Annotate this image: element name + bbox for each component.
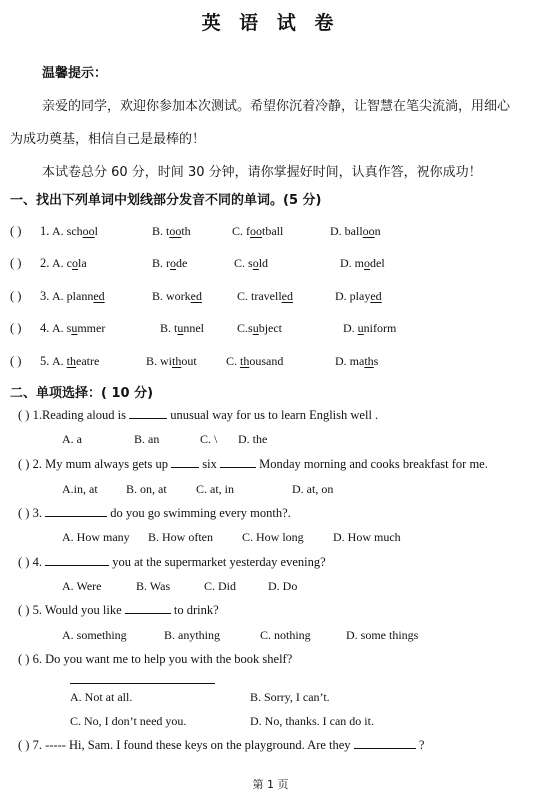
question-1: [18, 408, 378, 423]
option-text: eatre: [76, 354, 100, 368]
option[interactable]: [52, 289, 105, 304]
item-number: 2.: [40, 256, 50, 270]
underlined-letters: ed: [93, 289, 105, 303]
underlined-letters: u: [357, 321, 364, 335]
option-text: C. f: [232, 224, 250, 238]
underlined-letters: oo: [169, 224, 182, 238]
answer-paren[interactable]: ( ): [18, 555, 30, 569]
option[interactable]: A. Were: [62, 579, 102, 593]
option[interactable]: D. Do: [268, 579, 298, 593]
option-text: bject: [258, 321, 283, 335]
question-text: you at the supermarket yesterday evening?: [112, 555, 326, 569]
option[interactable]: [52, 256, 87, 271]
question-text: 3.: [32, 506, 42, 520]
option-text: D.: [343, 321, 358, 335]
option-text: th: [181, 224, 191, 238]
answer-paren[interactable]: ( ): [18, 457, 30, 471]
answer-blank[interactable]: [220, 457, 256, 468]
intro-line-2: 为成功奠基，相信自己是最棒的！: [10, 132, 206, 147]
tip-label: 温馨提示：: [42, 66, 108, 81]
option[interactable]: B. anything: [164, 628, 220, 642]
option[interactable]: [152, 289, 202, 304]
answer-paren[interactable]: ( ): [10, 321, 22, 335]
option-text: D. m: [340, 256, 364, 270]
underlined-letters: ed: [281, 289, 293, 303]
question-text: ?: [418, 738, 425, 752]
option-text: out: [181, 354, 197, 368]
underlined-letters: o: [170, 256, 176, 270]
option[interactable]: A. something: [62, 628, 127, 642]
answer-paren[interactable]: ( ): [10, 289, 22, 303]
page-title: 英 语 试 卷: [201, 12, 340, 34]
option-text: ousand: [249, 354, 284, 368]
option-text: del: [370, 256, 385, 270]
option[interactable]: [52, 354, 99, 369]
option[interactable]: D. at, on: [292, 482, 334, 496]
option-text: A. plann: [52, 289, 94, 303]
option-text: de: [176, 256, 188, 270]
question-5: [18, 603, 219, 618]
option[interactable]: [234, 256, 268, 271]
option-text: niform: [363, 321, 397, 335]
item-number: 4.: [40, 321, 50, 335]
question-text: 5. Would you like: [32, 603, 122, 617]
question-3: [18, 506, 291, 521]
answer-paren[interactable]: ( ): [18, 408, 30, 422]
underlined-letters: u: [177, 321, 184, 335]
option-text: mmer: [77, 321, 106, 335]
option-text: C. travell: [237, 289, 282, 303]
option-text: ld: [258, 256, 269, 270]
answer-paren[interactable]: ( ): [10, 354, 22, 368]
option[interactable]: [232, 224, 283, 239]
answer-blank[interactable]: [45, 506, 107, 517]
option[interactable]: [146, 354, 197, 369]
underlined-letters: th: [66, 354, 77, 368]
option[interactable]: [52, 224, 98, 239]
answer-paren[interactable]: ( ): [10, 224, 22, 238]
option-text: A. s: [52, 321, 72, 335]
question-text: do you go swimming every month?.: [110, 506, 291, 520]
option-text: A.: [52, 354, 67, 368]
option[interactable]: [52, 321, 105, 336]
answer-blank[interactable]: [45, 555, 109, 566]
option[interactable]: A. How many: [62, 530, 130, 544]
option-text: B. wi: [146, 354, 173, 368]
section2-heading: 二、单项选择：( 10 分): [10, 386, 154, 401]
underlined-letters: th: [240, 354, 250, 368]
question-text: 6. Do you want me to help you with the book shelf?: [32, 652, 293, 666]
option[interactable]: B. an: [134, 432, 160, 446]
option[interactable]: [343, 321, 396, 336]
answer-blank[interactable]: [125, 603, 171, 614]
question-4: [18, 555, 326, 570]
option[interactable]: A. a: [62, 432, 82, 446]
option[interactable]: [330, 224, 381, 239]
answer-blank[interactable]: [129, 408, 167, 419]
option-text: s: [373, 354, 379, 368]
option-text: D. ma: [335, 354, 365, 368]
option-text: n: [374, 224, 381, 238]
option[interactable]: C. No, I don’t need you.: [70, 714, 187, 728]
option-text: B. work: [152, 289, 191, 303]
underlined-letters: oo: [250, 224, 262, 238]
question-text: 1.Reading aloud is: [32, 408, 126, 422]
section1-heading: 一、找出下列单词中划线部分发音不同的单词。(5 分): [10, 193, 322, 208]
question-text: to drink?: [173, 603, 219, 617]
question-text: 2. My mum always gets up: [32, 457, 168, 471]
underlined-letters: th: [172, 354, 182, 368]
underlined-letters: ed: [190, 289, 202, 303]
page-footer: 第 1 页: [252, 778, 289, 791]
option[interactable]: B. on, at: [126, 482, 167, 496]
option[interactable]: [226, 354, 283, 369]
item-number: 3.: [40, 289, 50, 303]
question-7: [18, 738, 424, 753]
question-6: [18, 652, 292, 667]
question-text: six: [202, 457, 217, 471]
option[interactable]: [237, 321, 282, 336]
option[interactable]: C. at, in: [196, 482, 234, 496]
question-2: [18, 457, 488, 472]
option-text: C.s: [237, 321, 253, 335]
answer-blank[interactable]: [354, 738, 416, 749]
option[interactable]: A.in, at: [62, 482, 98, 496]
option[interactable]: D. How much: [333, 530, 401, 544]
option-text: B. t: [152, 224, 170, 238]
underlined-letters: o: [364, 256, 370, 270]
question-text: 4.: [32, 555, 42, 569]
option-text: D. play: [335, 289, 371, 303]
option-text: A. c: [52, 256, 72, 270]
option[interactable]: A. Not at all.: [70, 690, 133, 704]
option-text: nnel: [183, 321, 205, 335]
question-text: Monday morning and cooks breakfast for me.: [259, 457, 488, 471]
option-text: B. r: [152, 256, 170, 270]
option-text: D. ball: [330, 224, 363, 238]
option[interactable]: C. \: [200, 432, 218, 446]
option-text: la: [78, 256, 87, 270]
option[interactable]: C. How long: [242, 530, 304, 544]
option-text: C.: [226, 354, 241, 368]
option[interactable]: B. Sorry, I can’t.: [250, 690, 330, 704]
option[interactable]: [340, 256, 385, 271]
option[interactable]: D. the: [238, 432, 268, 446]
intro-line-1: 亲爱的同学，欢迎你参加本次测试。希望你沉着冷静，让智慧在笔尖流淌，用细心: [42, 99, 511, 114]
option[interactable]: C. nothing: [260, 628, 311, 642]
question-text: unusual way for us to learn English well .: [170, 408, 379, 422]
option[interactable]: [152, 256, 187, 271]
underlined-letters: th: [364, 354, 374, 368]
answer-line[interactable]: [70, 683, 215, 684]
item-number: 5.: [40, 354, 50, 368]
underlined-letters: oo: [82, 224, 95, 238]
option[interactable]: [335, 354, 378, 369]
option-text: l: [94, 224, 99, 238]
option[interactable]: B. Was: [136, 579, 171, 593]
item-number: 1.: [40, 224, 50, 238]
answer-paren[interactable]: ( ): [18, 652, 30, 666]
underlined-letters: o: [72, 256, 78, 270]
option[interactable]: D. No, thanks. I can do it.: [250, 714, 374, 728]
underlined-letters: oo: [362, 224, 375, 238]
option[interactable]: [152, 224, 191, 239]
answer-paren[interactable]: ( ): [18, 603, 30, 617]
answer-paren[interactable]: ( ): [18, 738, 30, 752]
underlined-letters: o: [252, 256, 259, 270]
option-text: A. sch: [52, 224, 83, 238]
option-text: C. s: [234, 256, 253, 270]
underlined-letters: ed: [370, 289, 382, 303]
option[interactable]: [160, 321, 204, 336]
underlined-letters: u: [71, 321, 78, 335]
answer-paren[interactable]: ( ): [18, 506, 30, 520]
option-text: tball: [262, 224, 284, 238]
option[interactable]: [237, 289, 293, 304]
option[interactable]: C. Did: [204, 579, 237, 593]
answer-paren[interactable]: ( ): [10, 256, 22, 270]
underlined-letters: u: [252, 321, 259, 335]
intro-line-3: 本试卷总分 60 分，时间 30 分钟，请你掌握好时间，认真作答，祝你成功！: [42, 165, 482, 180]
answer-blank[interactable]: [171, 457, 199, 468]
option-text: B. t: [160, 321, 178, 335]
option[interactable]: [335, 289, 382, 304]
question-text: 7. ----- Hi, Sam. I found these keys on the playground. Are they: [32, 738, 351, 752]
option[interactable]: D. some things: [346, 628, 419, 642]
option[interactable]: B. How often: [148, 530, 213, 544]
